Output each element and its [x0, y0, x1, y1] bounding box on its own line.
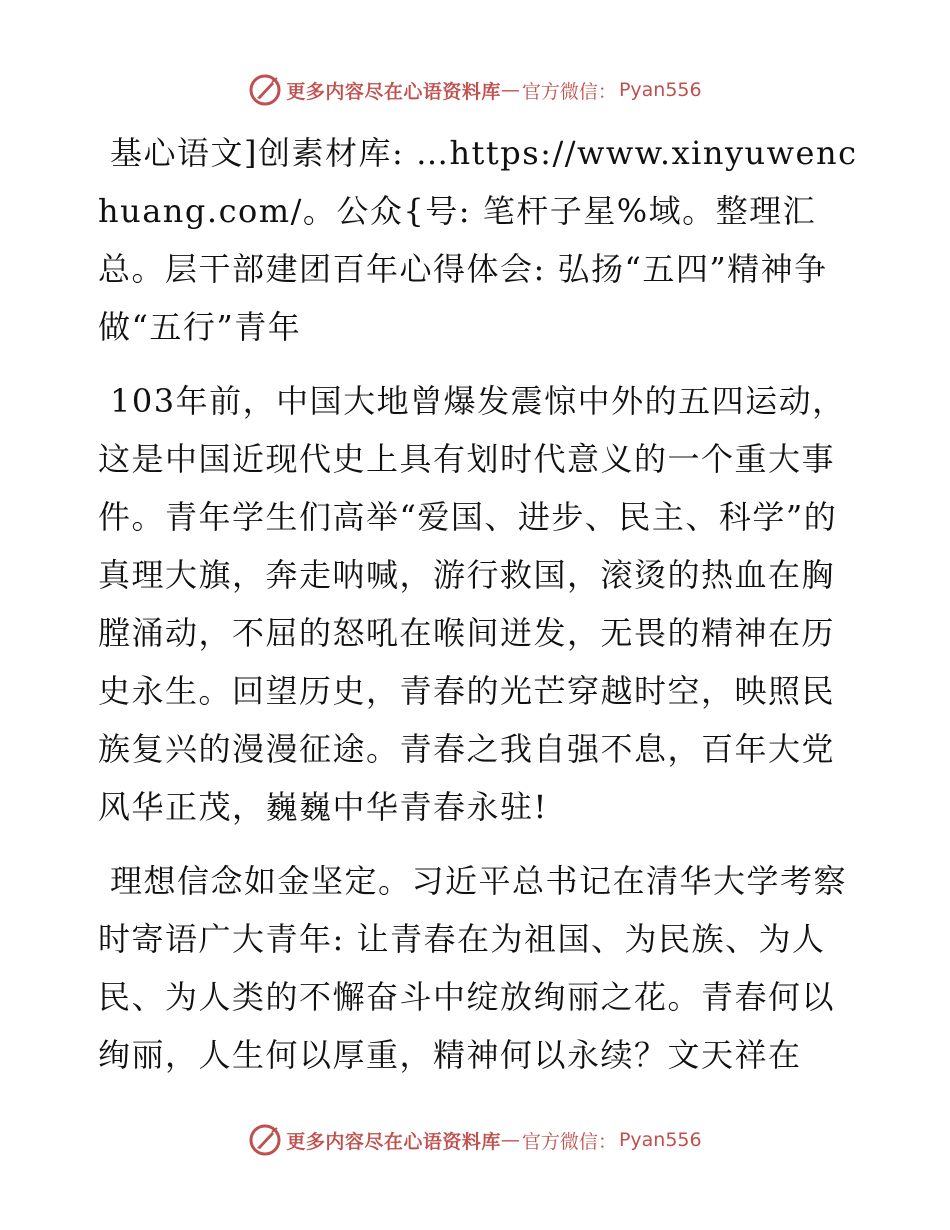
bottom-banner: [0, 1120, 950, 1160]
paragraph: 103年前，中国大地曾爆发震惊中外的五四运动，这是中国近现代史上具有划时代意义的一个重大事件。青年学生们高举“爱国、进步、民主、科学”的真理大旗，奔走呐喊，游行救国，滚烫的热血在胸膛涌动，不屈的怒吼在喉间迸发，无畏的精神在历史永生。回望历史，青春的光芒穿越时空，映照民族复兴的漫漫征途。青春之我自强不息，百年大党风华正茂，巍巍中华青春永驻!: [98, 382, 846, 826]
document-header: 基心语文]创素材库: …https://www.xinyuwenchuang.com/。公众{号: 笔杆子星%域。整理汇总。层干部建团百年心得体会: 弘扬“五四”精神争做“五行”青年: [98, 134, 858, 346]
banner-wechat-label: 官方微信：: [521, 1130, 617, 1153]
banner-separator: —: [500, 1129, 520, 1151]
banner-title: 更多内容尽在心语资料库: [286, 80, 501, 103]
banner-wechat-id: Pyan556: [618, 1129, 702, 1151]
banner-separator: —: [500, 79, 520, 101]
banner-title: 更多内容尽在心语资料库: [286, 1130, 501, 1153]
banner-wechat-id: Pyan556: [618, 79, 702, 101]
banner-wechat-label: 官方微信：: [521, 80, 617, 103]
quill-pen-circle-icon: [248, 73, 282, 107]
document-body: [98, 124, 858, 1100]
quill-pen-circle-icon: [248, 1123, 282, 1157]
top-banner: [0, 70, 950, 110]
paragraph: 理想信念如金坚定。习近平总书记在清华大学考察时寄语广大青年: 让青春在为祖国、为民族、为人民、为人类的不懈奋斗中绽放绚丽之花。青春何以绚丽，人生何以厚重，精神何以永续？文天祥在: [98, 862, 848, 1074]
